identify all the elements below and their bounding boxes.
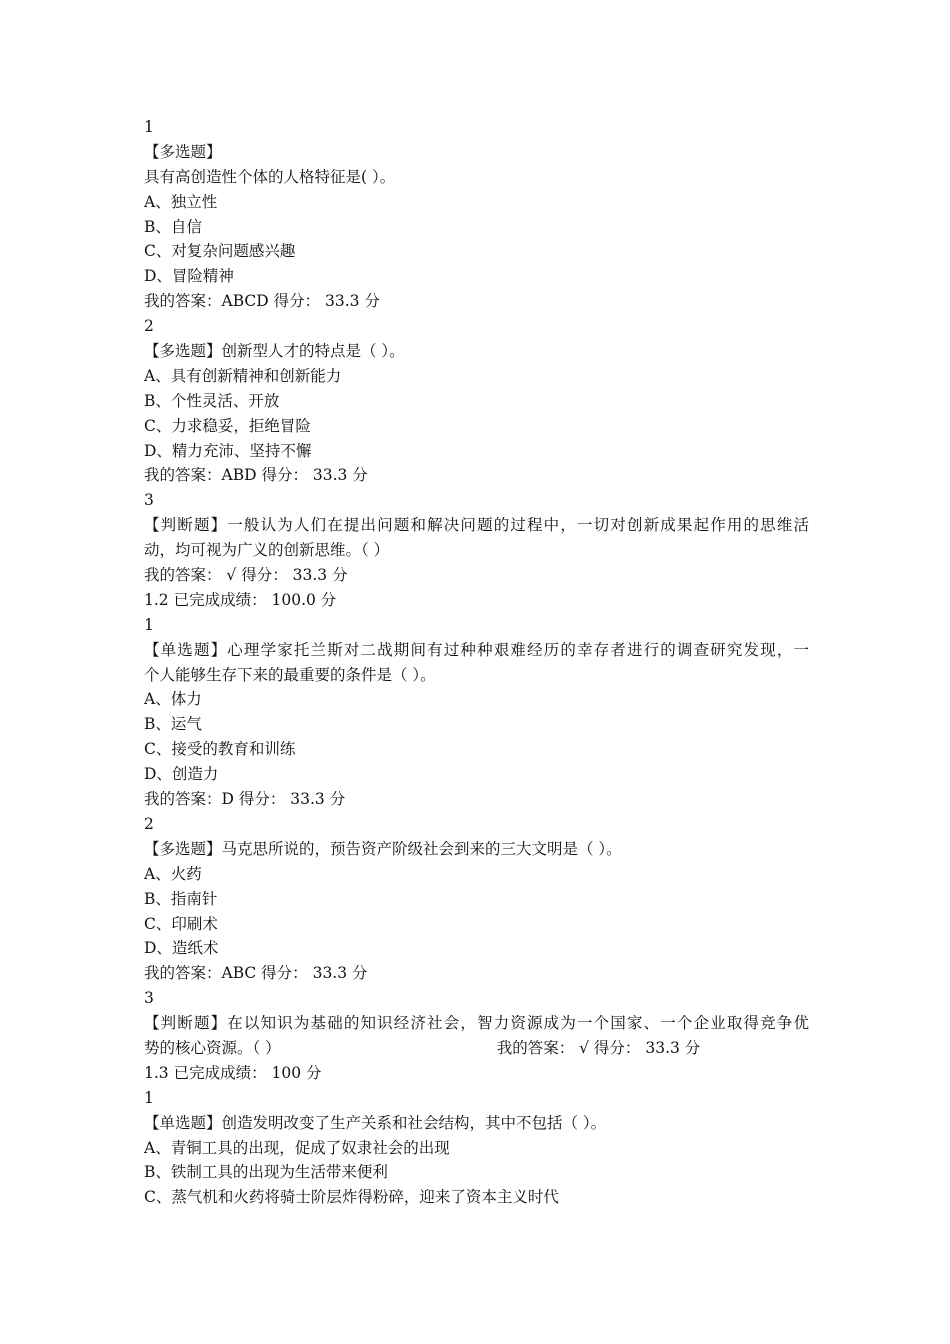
question-number: 1 — [144, 1088, 154, 1107]
option-a: A、青铜工具的出现，促成了奴隶社会的出现 — [144, 1138, 450, 1157]
question-text: 具有高创造性个体的人格特征是( ）。 — [144, 167, 396, 186]
question-number: 2 — [144, 814, 154, 833]
option-a: A、具有创新精神和创新能力 — [144, 366, 342, 385]
my-answer: 我的答案：ABC 得分： 33.3 分 — [144, 964, 368, 983]
option-d: D、造纸术 — [144, 939, 219, 958]
my-answer: 我的答案：D 得分： 33.3 分 — [144, 790, 346, 809]
option-a: A、火药 — [144, 864, 202, 883]
my-answer: 我的答案： √ 得分： 33.3 分 — [144, 566, 348, 585]
my-answer: 我的答案： √ 得分： 33.3 分 — [496, 1038, 701, 1057]
question-number: 2 — [144, 317, 154, 336]
question-number: 1 — [144, 118, 154, 136]
option-c: C、对复杂问题感兴趣 — [144, 242, 296, 261]
option-d: D、冒险精神 — [144, 267, 234, 286]
option-a: A、体力 — [144, 690, 202, 709]
question-text: 【单选题】创造发明改变了生产关系和社会结构，其中不包括（ ）。 — [144, 1113, 607, 1132]
option-d: D、精力充沛、坚持不懈 — [144, 441, 312, 460]
question-text-tail: 势的核心资源。（ ） — [144, 1038, 281, 1057]
option-d: D、创造力 — [144, 765, 219, 784]
option-b: B、自信 — [144, 217, 202, 236]
section-score: 1.3 已完成成绩： 100 分 — [144, 1063, 322, 1082]
question-text: 【单选题】心理学家托兰斯对二战期间有过种种艰难经历的幸存者进行的调查研究发现，一 — [144, 640, 809, 659]
question-text: 【多选题】马克思所说的，预告资产阶级社会到来的三大文明是（ ）。 — [144, 839, 622, 858]
quiz-content — [144, 115, 809, 1210]
question-number: 1 — [144, 615, 154, 634]
question-type: 【多选题】 — [144, 142, 222, 161]
question-text-continued: 动，均可视为广义的创新思维。（ ） — [144, 541, 390, 560]
section-score: 1.2 已完成成绩： 100.0 分 — [144, 590, 337, 609]
my-answer: 我的答案：ABD 得分： 33.3 分 — [144, 466, 368, 485]
question-text-continued — [144, 1036, 809, 1061]
question-text: 【判断题】一般认为人们在提出问题和解决问题的过程中，一切对创新成果起作用的思维活 — [144, 516, 809, 535]
question-text: 【判断题】在以知识为基础的知识经济社会，智力资源成为一个国家、一个企业取得竞争优 — [144, 1014, 809, 1033]
question-number: 3 — [144, 989, 154, 1008]
option-b: B、指南针 — [144, 889, 218, 908]
option-b: B、运气 — [144, 715, 202, 734]
question-text: 【多选题】创新型人才的特点是（ ）。 — [144, 342, 405, 361]
my-answer: 我的答案：ABCD 得分： 33.3 分 — [144, 292, 380, 311]
question-number: 3 — [144, 491, 154, 510]
option-c: C、接受的教育和训练 — [144, 740, 296, 759]
option-b: B、个性灵活、开放 — [144, 391, 280, 410]
option-c: C、蒸气机和火药将骑士阶层炸得粉碎，迎来了资本主义时代 — [144, 1188, 559, 1207]
option-c: C、印刷术 — [144, 914, 218, 933]
option-b: B、铁制工具的出现为生活带来便利 — [144, 1163, 388, 1182]
option-c: C、力求稳妥，拒绝冒险 — [144, 416, 311, 435]
option-a: A、独立性 — [144, 192, 218, 211]
question-text-continued: 个人能够生存下来的最重要的条件是（ ）。 — [144, 665, 436, 684]
